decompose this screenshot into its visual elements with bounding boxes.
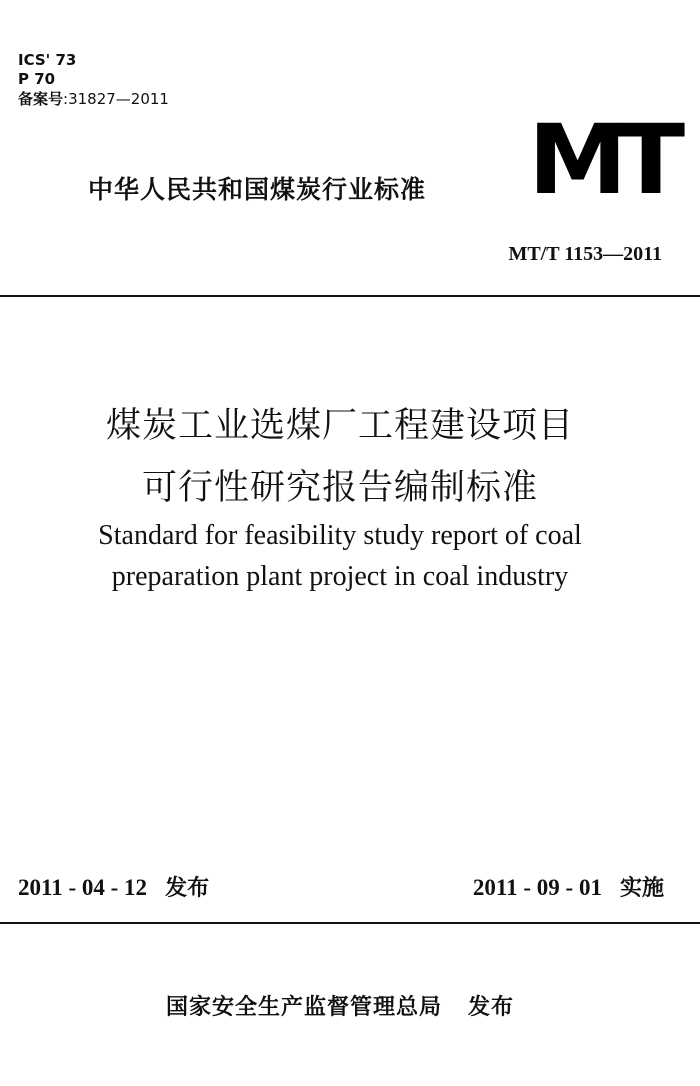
issue-word: 发布: [165, 876, 210, 901]
title-en-line-2: preparation plant project in coal industry: [111, 561, 569, 592]
publisher-verb: 发布: [468, 995, 515, 1020]
bottom-divider: [0, 922, 700, 924]
publisher-line: [0, 990, 680, 1021]
issue-date-block: [18, 871, 209, 902]
title-zh-line-2: 可行性研究报告编制标准: [141, 468, 538, 508]
implement-date: 2011 - 09 - 01: [472, 875, 602, 900]
title-en-line-1: Standard for feasibility study report of coal: [98, 520, 582, 551]
record-number-label: 备案号: [18, 90, 64, 108]
publisher-name: 国家安全生产监督管理总局: [165, 995, 442, 1020]
title-zh-line-1: 煤炭工业选煤厂工程建设项目: [105, 406, 574, 446]
record-number-value: :31827—2011: [63, 90, 169, 108]
implement-date-block: [473, 871, 664, 902]
top-divider: [0, 295, 700, 297]
classification-code: P 70: [18, 70, 56, 88]
org-title: 中华人民共和国煤炭行业标准: [88, 175, 427, 204]
implement-word: 实施: [619, 876, 664, 901]
standard-number: MT/T 1153—2011: [508, 243, 662, 265]
issue-date: 2011 - 04 - 12: [18, 875, 148, 900]
ics-code: ICS' 73: [18, 51, 77, 69]
mt-logo: MT: [528, 104, 675, 216]
record-number: [18, 90, 169, 108]
